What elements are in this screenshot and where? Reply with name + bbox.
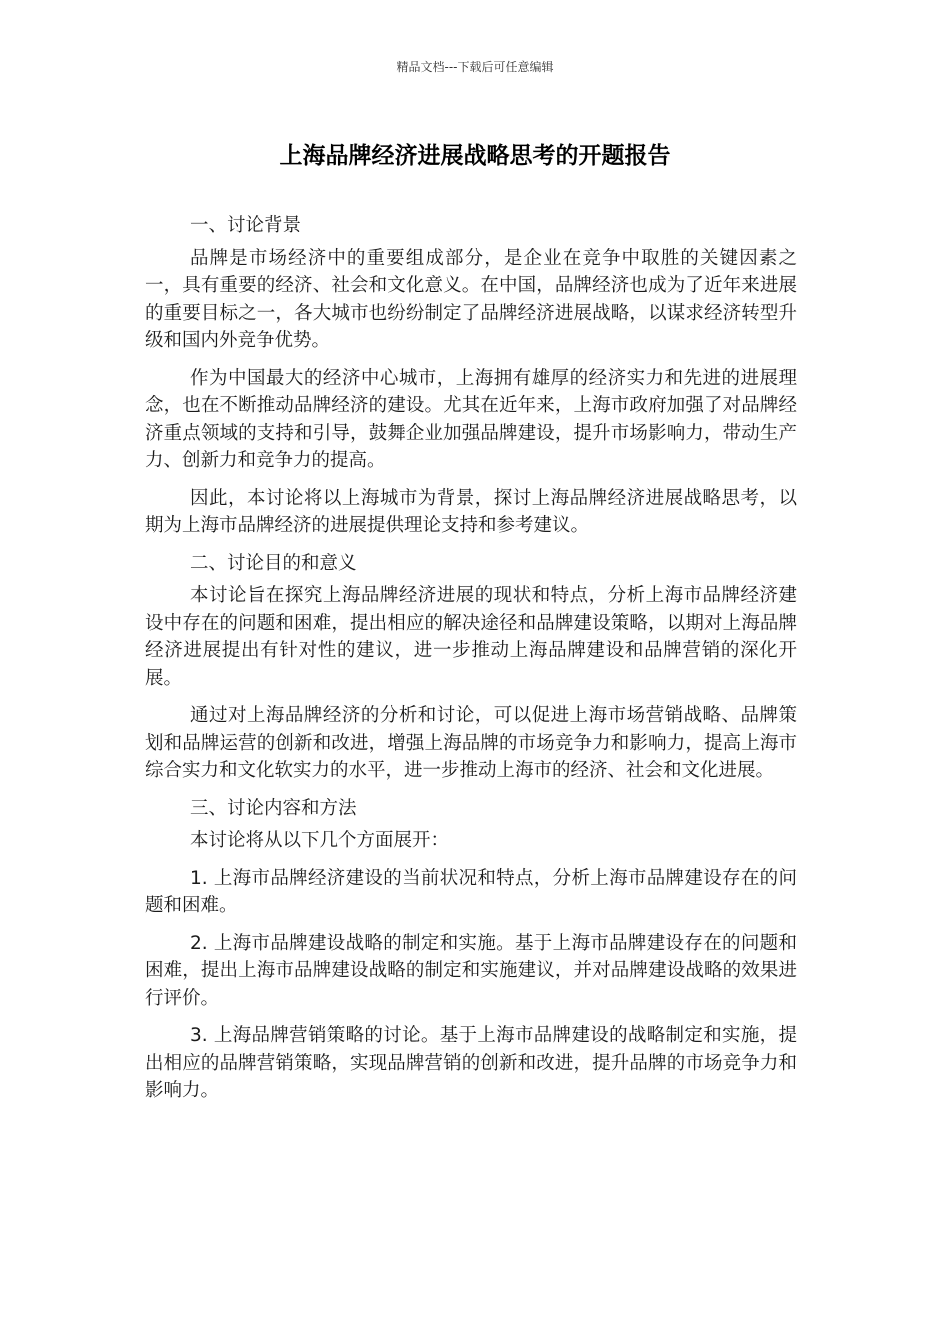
paragraph: 因此，本讨论将以上海城市为背景，探讨上海品牌经济进展战略思考，以期为上海市品牌经济的进展提供理论支持和参考建议。	[145, 487, 797, 536]
section-heading: 二、讨论目的和意义	[190, 552, 357, 574]
list-item: 1. 上海市品牌经济建设的当前状况和特点，分析上海市品牌建设存在的问题和困难。	[145, 867, 797, 916]
paragraph: 通过对上海品牌经济的分析和讨论，可以促进上海市场营销战略、品牌策划和品牌运营的创新和改进，增强上海品牌的市场竞争力和影响力，提高上海市综合实力和文化软实力的水平，进一步推动上海市的经济、社会和文化进展。	[145, 705, 797, 781]
list-item: 2. 上海市品牌建设战略的制定和实施。基于上海市品牌建设存在的问题和困难，提出上海市品牌建设战略的制定和实施建议，并对品牌建设战略的效果进行评价。	[145, 932, 797, 1009]
section-background	[145, 212, 797, 540]
list-item: 3. 上海品牌营销策略的讨论。基于上海市品牌建设的战略制定和实施，提出相应的品牌营销策略，实现品牌营销的创新和改进，提升品牌的市场竞争力和影响力。	[145, 1025, 797, 1101]
section-content-methods	[145, 795, 797, 1105]
document-title: 上海品牌经济进展战略思考的开题报告	[279, 143, 671, 169]
document-body	[145, 212, 797, 1115]
paragraph: 本讨论旨在探究上海品牌经济进展的现状和特点，分析上海市品牌经济建设中存在的问题和困难，提出相应的解决途径和品牌建设策略，以期对上海品牌经济进展提出有针对性的建议，进一步推动上海品牌建设和品牌营销的深化开展。	[145, 585, 797, 689]
section-heading: 一、讨论背景	[190, 215, 302, 236]
section-purpose	[145, 550, 797, 785]
section-heading: 三、讨论内容和方法	[190, 797, 357, 819]
paragraph: 品牌是市场经济中的重要组成部分，是企业在竞争中取胜的关键因素之一，具有重要的经济、社会和文化意义。在中国，品牌经济也成为了近年来进展的重要目标之一，各大城市也纷纷制定了品牌经济进展战略，以谋求经济转型升级和国内外竞争优势。	[145, 247, 797, 351]
paragraph: 本讨论将从以下几个方面展开：	[190, 830, 450, 851]
paragraph: 作为中国最大的经济中心城市，上海拥有雄厚的经济实力和先进的进展理念，也在不断推动品牌经济的建设。尤其在近年来，上海市政府加强了对品牌经济重点领域的支持和引导，鼓舞企业加强品牌建设，提升市场影响力，带动生产力、创新力和竞争力的提高。	[145, 367, 797, 471]
header-note: 精品文档---下载后可任意编辑	[396, 60, 554, 74]
